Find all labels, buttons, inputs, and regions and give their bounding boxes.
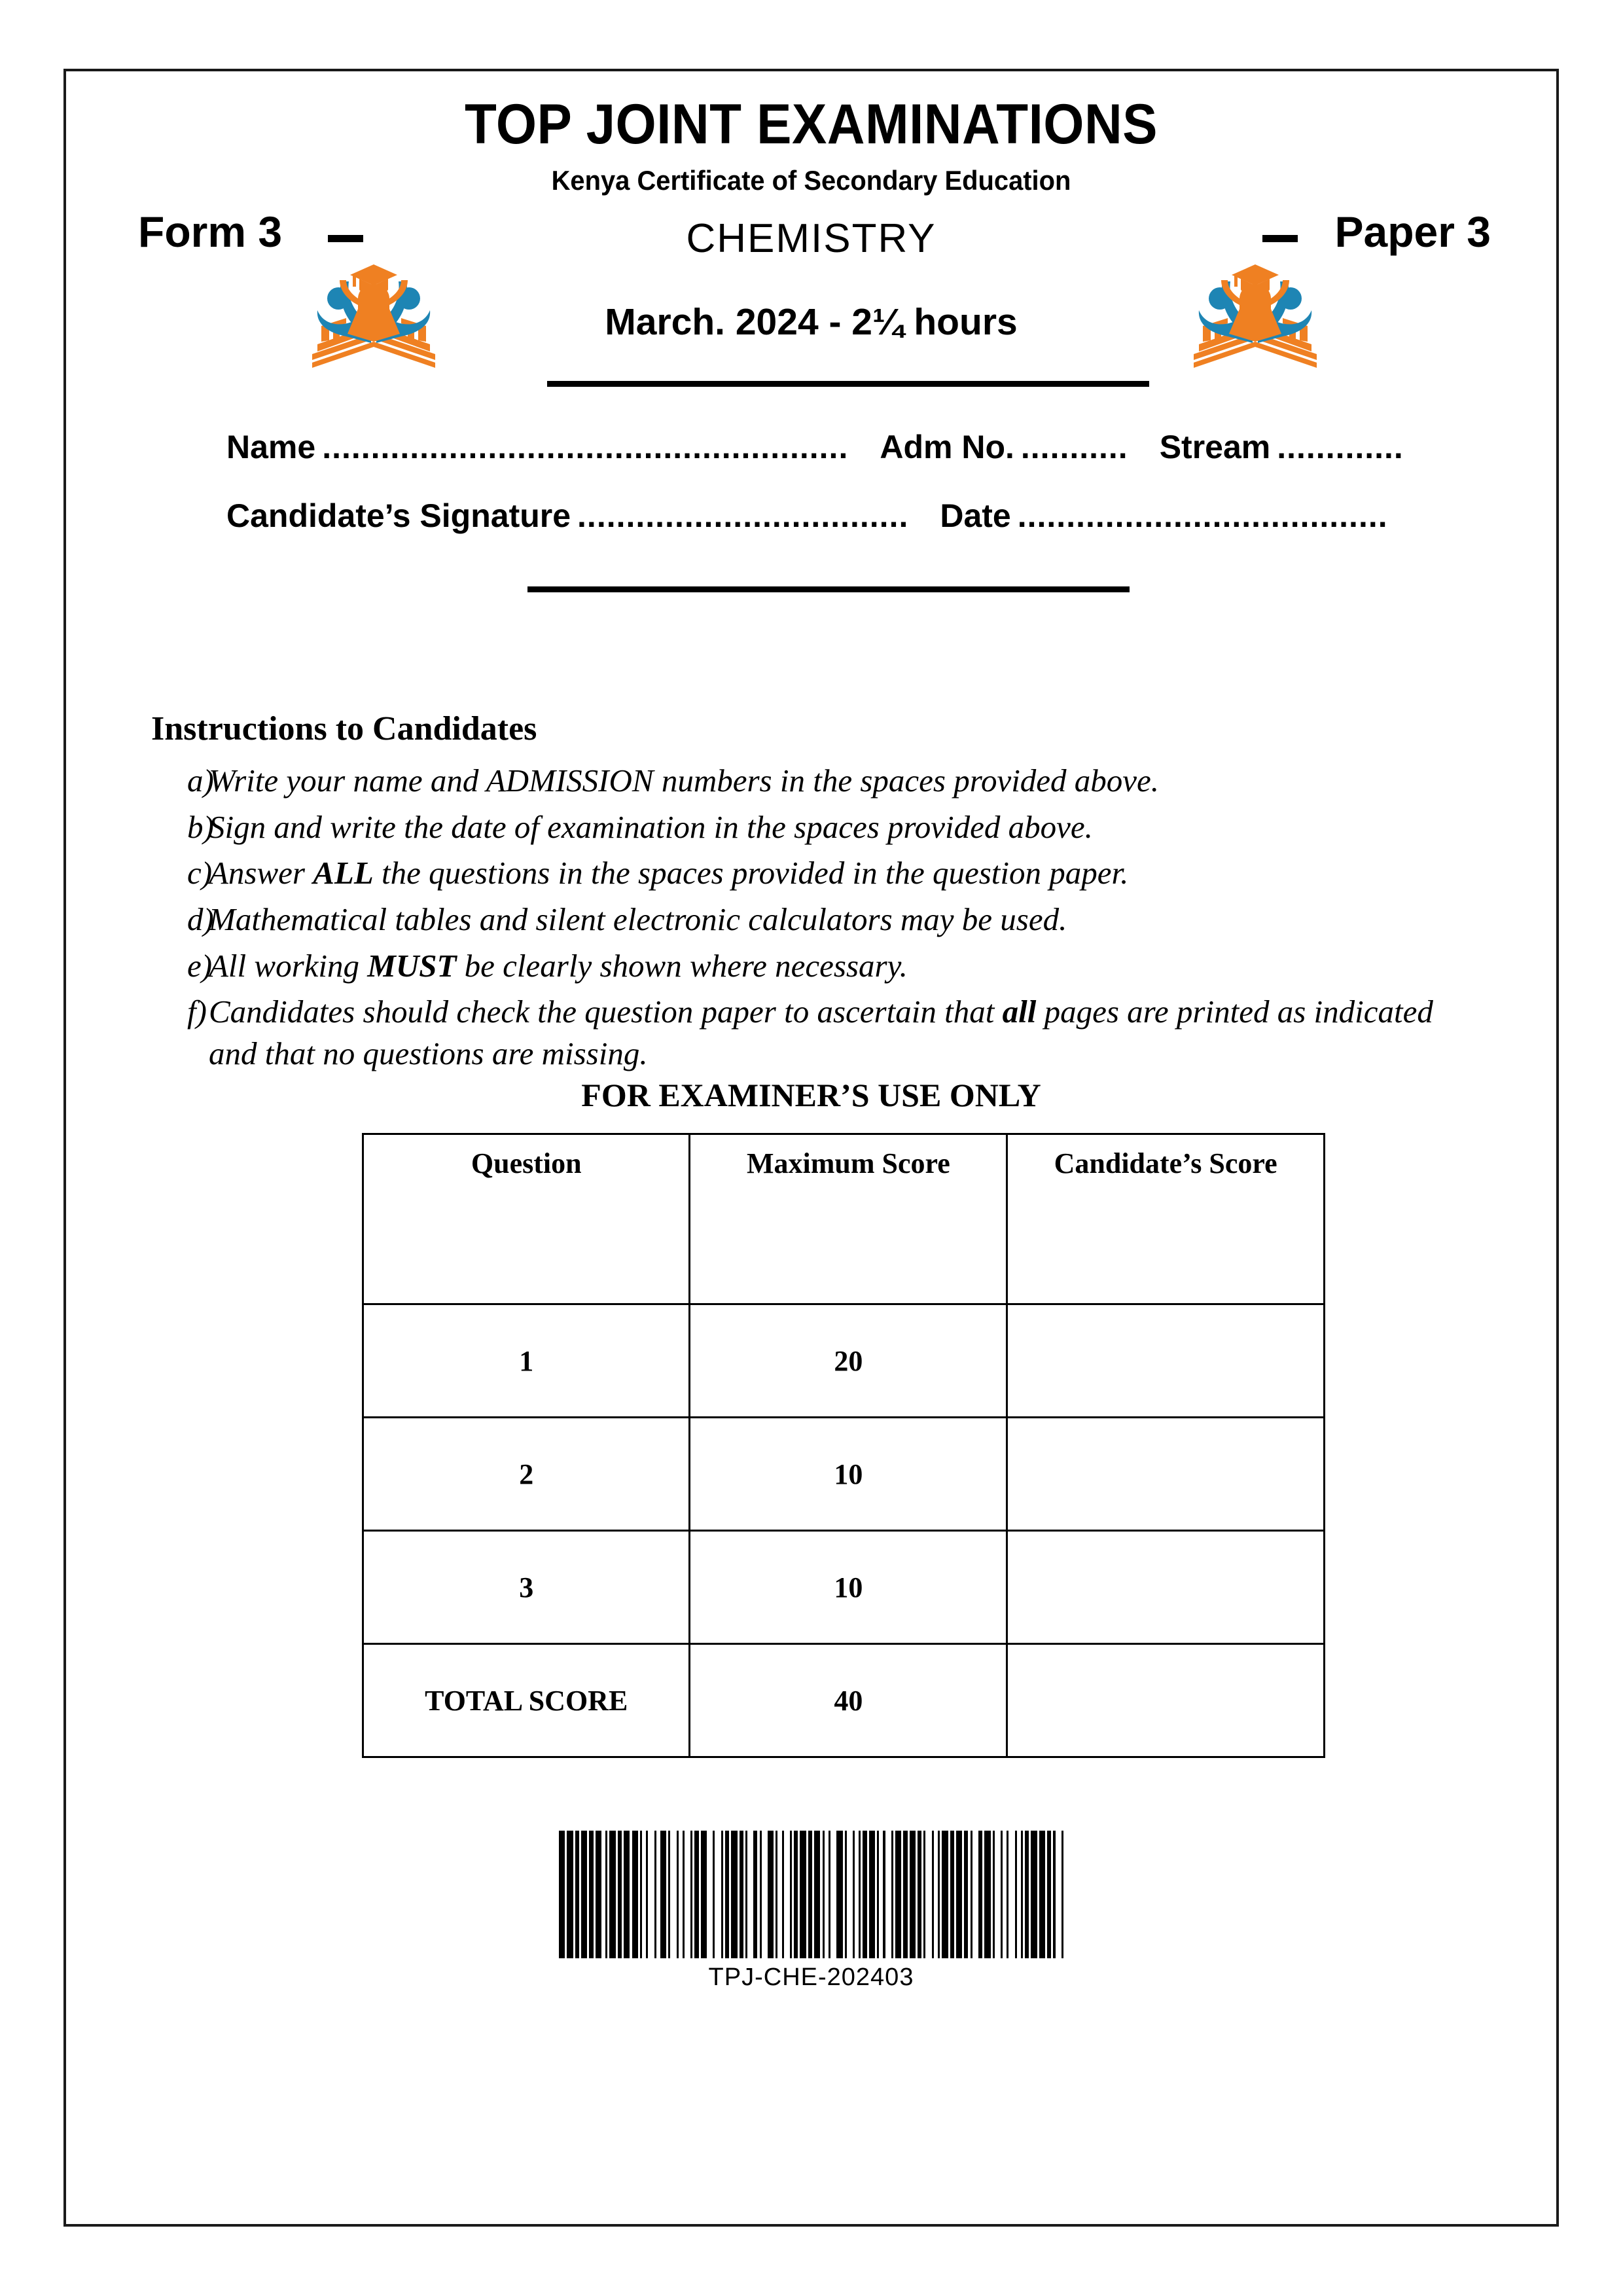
column-header-candidates-score: Candidate’s Score — [1007, 1134, 1325, 1304]
stream-input-dots[interactable]: ............. — [1277, 429, 1404, 465]
adm-no-label: Adm No. — [880, 429, 1014, 465]
stream-label: Stream — [1159, 429, 1271, 465]
instruction-text: All working MUST be clearly shown where necessary. — [209, 947, 908, 984]
candidate-details-block — [226, 428, 1404, 565]
instruction-text: Mathematical tables and silent electronic calculators may be used. — [209, 901, 1067, 938]
examiner-table-title: FOR EXAMINER’S USE ONLY — [581, 1077, 1041, 1113]
instruction-text: Candidates should check the question paper to ascertain that all pages are printed as indicated and that no questions are missing. — [209, 994, 1433, 1072]
cell-question: 1 — [363, 1304, 690, 1418]
table-row — [363, 1644, 1325, 1757]
barcode-image — [559, 1831, 1063, 1958]
table-header-row — [363, 1134, 1325, 1304]
form-label: Form 3 — [138, 207, 283, 256]
instruction-marker: a) — [187, 762, 214, 798]
cell-question: TOTAL SCORE — [363, 1644, 690, 1757]
exam-date-duration: March. 2024 - 2¼ hours — [605, 301, 1018, 343]
table-row — [363, 1418, 1325, 1531]
instruction-item — [151, 760, 1460, 802]
instruction-marker: c) — [187, 855, 213, 891]
cell-question: 3 — [363, 1531, 690, 1644]
instructions-block — [151, 709, 1460, 1079]
instruction-text: Answer ALL the questions in the spaces provided in the question paper. — [209, 855, 1129, 891]
exam-subtitle: Kenya Certificate of Secondary Education — [551, 165, 1071, 196]
barcode-block — [66, 1822, 1556, 1992]
dash-separator-right — [1262, 235, 1298, 242]
column-header-question: Question — [363, 1134, 690, 1304]
instruction-marker: d) — [187, 901, 214, 938]
instruction-text: Write your name and ADMISSION numbers in the spaces provided above. — [209, 762, 1160, 798]
instructions-list — [151, 760, 1460, 1075]
instruction-item — [151, 991, 1460, 1074]
instruction-text: Sign and write the date of examination in the spaces provided above. — [209, 808, 1093, 845]
divider-rule-top — [547, 381, 1149, 387]
date-label: Date — [940, 497, 1011, 534]
barcode-label: TPJ-CHE-202403 — [708, 1964, 914, 1991]
date-input-dots[interactable]: ...................................... — [1017, 497, 1388, 534]
subject-name: CHEMISTRY — [686, 216, 936, 261]
instruction-item — [151, 852, 1460, 894]
cell-candidates-score[interactable] — [1007, 1644, 1325, 1757]
cell-maximum-score: 20 — [690, 1304, 1007, 1418]
cell-candidates-score[interactable] — [1007, 1304, 1325, 1418]
divider-rule-bottom — [527, 586, 1130, 592]
instruction-item — [151, 806, 1460, 848]
paper-label: Paper 3 — [1334, 207, 1491, 256]
cell-question: 2 — [363, 1418, 690, 1531]
instructions-title: Instructions to Candidates — [151, 710, 537, 747]
table-row — [363, 1531, 1325, 1644]
exam-title: TOP JOINT EXAMINATIONS — [464, 93, 1158, 156]
adm-no-input-dots[interactable]: ........... — [1020, 429, 1128, 465]
instruction-marker: b) — [187, 808, 214, 845]
cell-maximum-score: 10 — [690, 1418, 1007, 1531]
table-row — [363, 1304, 1325, 1418]
instruction-marker: e) — [187, 947, 213, 984]
table-body — [363, 1304, 1325, 1757]
cell-maximum-score: 40 — [690, 1644, 1007, 1757]
column-header-maximum-score: Maximum Score — [690, 1134, 1007, 1304]
exam-cover-page — [63, 69, 1559, 2227]
instruction-marker: f) — [187, 994, 207, 1030]
candidate-row-name — [226, 428, 1404, 466]
signature-label: Candidate’s Signature — [226, 497, 571, 534]
examiner-score-table — [362, 1133, 1325, 1758]
candidate-row-signature — [226, 497, 1404, 535]
cell-maximum-score: 10 — [690, 1531, 1007, 1644]
name-input-dots[interactable]: ...................................................... — [322, 429, 849, 465]
name-label: Name — [226, 429, 316, 465]
signature-input-dots[interactable]: .................................. — [577, 497, 909, 534]
cell-candidates-score[interactable] — [1007, 1418, 1325, 1531]
instruction-item — [151, 945, 1460, 987]
cell-candidates-score[interactable] — [1007, 1531, 1325, 1644]
masthead — [66, 93, 1556, 196]
instruction-item — [151, 899, 1460, 941]
